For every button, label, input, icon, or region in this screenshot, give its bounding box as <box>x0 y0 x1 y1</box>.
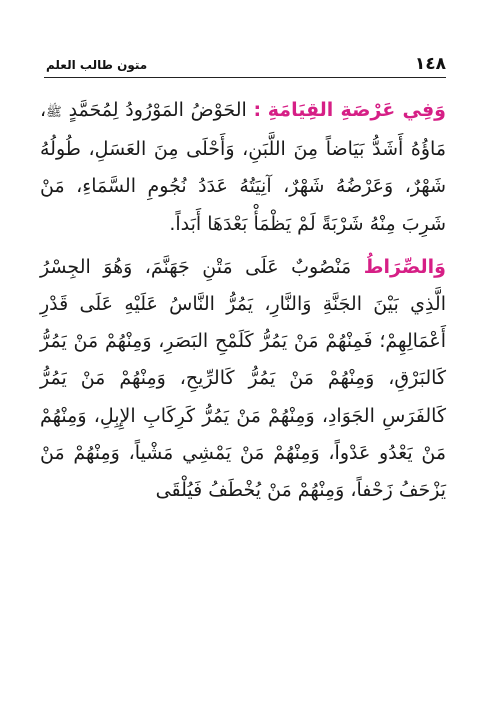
paragraph-text: ، مَاؤُهُ أَشَدُّ بَيَاضاً مِنَ اللَّبَنِ، وَأَحْلَى مِنَ العَسَلِ، طُولُهُ شَهْرٌ، وَعَرْضُهُ شَهْرٌ، آنِيَتُهُ عَدَدُ نُجُومِ السَّمَاءِ، مَنْ شَرِبَ مِنْهُ شَرْبَةً لَمْ يَظْمَأْ بَعْدَهَا أَبَداً. <box>40 99 446 235</box>
header-divider <box>44 77 446 78</box>
paragraph-text: مَنْصُوبٌ عَلَى مَتْنِ جَهَنَّمَ، وَهُوَ الجِسْرُ الَّذِي بَيْنَ الجَنَّةِ وَالنَّارِ، يَمُرُّ النَّاسُ عَلَيْهِ عَلَى قَدْرِ أَعْمَالِهِمْ؛ فَمِنْهُمْ مَنْ يَمُرُّ كَلَمْحِ البَصَرِ، وَمِنْهُمْ مَنْ يَمُرُّ كَالبَرْقِ، وَمِنْهُمْ مَنْ يَمُرُّ كَالرِّيحِ، وَمِنْهُمْ مَنْ يَمُرُّ كَالفَرَسِ الجَوَادِ، وَمِنْهُمْ مَنْ يَمُرُّ كَرِكَابِ الإِبِلِ، وَمِنْهُمْ مَنْ يَعْدُو عَدْواً، وَمِنْهُمْ مَنْ يَمْشِي مَشْياً، وَمِنْهُمْ مَنْ يَزْحَفُ زَحْفاً، وَمِنْهُمْ مَنْ يُخْطَفُ فَيُلْقَى <box>40 255 446 502</box>
paragraph-text: الحَوْضُ المَوْرُودُ لِمُحَمَّدٍ <box>68 99 247 121</box>
honorific-symbol: ﷺ <box>46 105 62 120</box>
section-heading-sirat: وَالصِّرَاطُ <box>363 255 446 278</box>
heading-separator: : <box>253 99 262 121</box>
running-header <box>46 50 446 74</box>
page-number: ١٤٨ <box>414 54 446 74</box>
section-heading-qiyamah: وَفِي عَرْصَةِ القِيَامَةِ <box>267 99 446 121</box>
paragraph-hawd <box>40 92 446 243</box>
paragraph-sirat <box>40 249 446 509</box>
page-body <box>40 92 446 509</box>
book-title: متون طالب العلم <box>46 58 148 72</box>
